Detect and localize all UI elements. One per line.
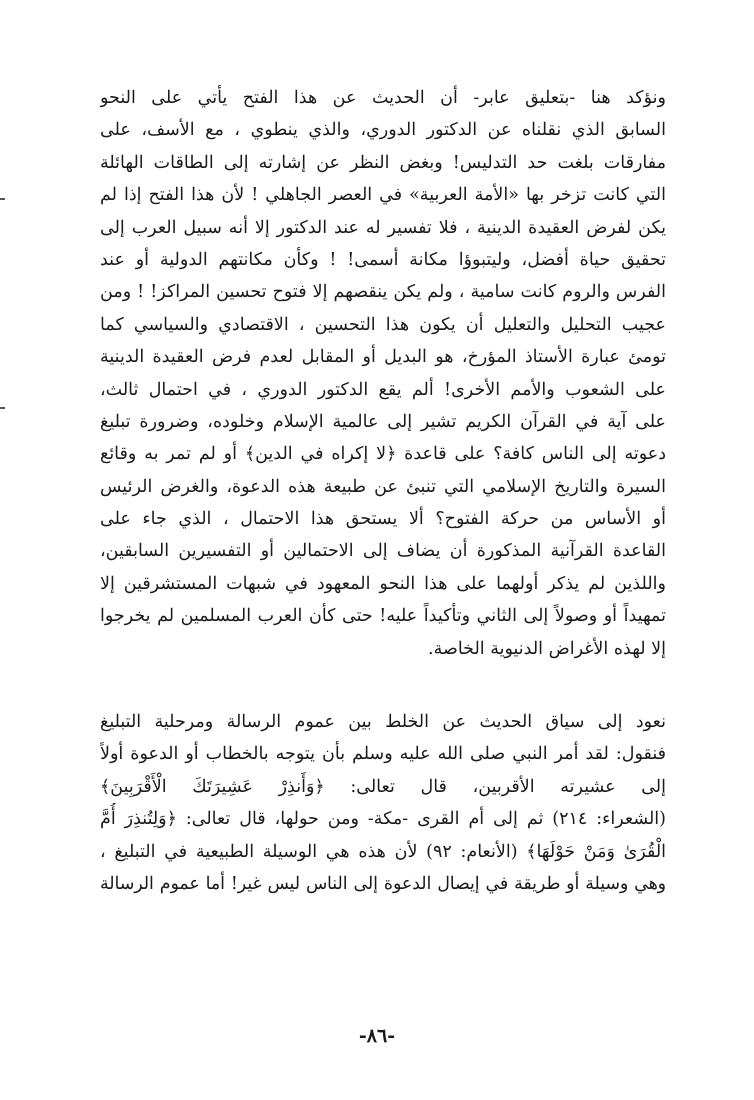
page-body (100, 82, 666, 900)
scan-edge-mark (0, 198, 5, 200)
text-line: إلا لهذه الأغراض الدنيوية الخاصة. (428, 638, 666, 659)
text-line: وهي وسيلة أو طريقة في إيصال الدعوة إلى الناس ليس غير! أما عموم الرسالة (100, 873, 666, 894)
scan-edge-mark (0, 407, 5, 409)
text-line: الْقُرَىٰ وَمَنْ حَوْلَهَا﴾ (الأنعام: ٩٢) لأن هذه هي الوسيلة الطبيعية في التبليغ ، (100, 841, 666, 862)
text-line: تومئ عبارة الأستاذ المؤرخ، هو البديل أو المقابل لعدم فرض العقيدة الدينية (100, 347, 666, 368)
text-line: مفارقات بلغت حد التدليس! وبغض النظر عن إشارته إلى الطاقات الهائلة (100, 152, 666, 173)
text-line: على الشعوب والأمم الأخرى! ألم يقع الدكتور الدوري ، في احتمال ثالث، (100, 379, 666, 400)
text-line: تحقيق حياة أفضل، وليتبوؤا مكانة أسمى! ! وكأن مكانتهم الدولية أو عند (100, 249, 666, 270)
text-line: القاعدة القرآنية المذكورة أن يضاف إلى الاحتمالين أو التفسيرين السابقين، (100, 541, 666, 562)
text-line: ونؤكد هنا -بتعليق عابر- أن الحديث عن هذا الفتح يأتي على النحو (100, 88, 666, 108)
text-line: على آية في القرآن الكريم تشير إلى عالمية الإسلام وخلوده، وضرورة تبليغ (100, 411, 666, 432)
text-line: يكن لفرض العقيدة الدينية ، فلا تفسير له عند الدكتور إلا أنه سبيل العرب إلى (100, 217, 666, 238)
text-line: فنقول: لقد أمر النبي صلى الله عليه وسلم بأن يتوجه بالخطاب أو الدعوة أولاً (100, 744, 666, 765)
paragraph-gap (100, 665, 666, 706)
paragraph-2 (100, 706, 666, 900)
text-line: نعود إلى سياق الحديث عن الخلط بين عموم الرسالة ومرحلية التبليغ (100, 712, 666, 733)
text-line: أو الأساس من حركة الفتوح؟ ألا يستحق هذا الاحتمال ، الذي جاء على (100, 509, 666, 530)
text-line: إلى عشيرته الأقربين، قال تعالى: ﴿وَأَنذِرْ عَشِيرَتَكَ الْأَقْرَبِينَ﴾ (100, 776, 666, 797)
text-line: التي كانت تزخر بها «الأمة العربية» في العصر الجاهلي ! لأن هذا الفتح إذا لم (100, 185, 666, 206)
text-line: دعوته إلى الناس كافة؟ على قاعدة ﴿لا إكراه في الدين﴾ أو لم تمر به وقائع (100, 444, 666, 465)
text-line: السيرة والتاريخ الإسلامي التي تنبئ عن طبيعة هذه الدعوة، والغرض الرئيس (100, 476, 666, 497)
text-line: تمهيداً أو وصولاً إلى الثاني وتأكيداً عليه! حتى كأن العرب المسلمين لم يخرجوا (100, 606, 666, 627)
paragraph-1 (100, 82, 666, 665)
text-line: السابق الذي نقلناه عن الدكتور الدوري، والذي ينطوي ، مع الأسف، على (100, 120, 666, 141)
text-line: واللذين لم يذكر أولهما على هذا النحو المعهود في شبهات المستشرقين إلا (100, 573, 666, 594)
text-line: الفرس والروم كانت سامية ، ولم يكن ينقصهم إلا فتوح تحسين المراكز! ! ومن (100, 282, 666, 303)
text-line: (الشعراء: ٢١٤) ثم إلى أم القرى -مكة- ومن حولها، قال تعالى: ﴿وَلِتُنذِرَ أُمَّ (100, 809, 666, 830)
text-line: عجيب التحليل والتعليل أن يكون هذا التحسين ، الاقتصادي والسياسي كما (100, 314, 666, 335)
page-number: -٨٦- (358, 1025, 396, 1047)
